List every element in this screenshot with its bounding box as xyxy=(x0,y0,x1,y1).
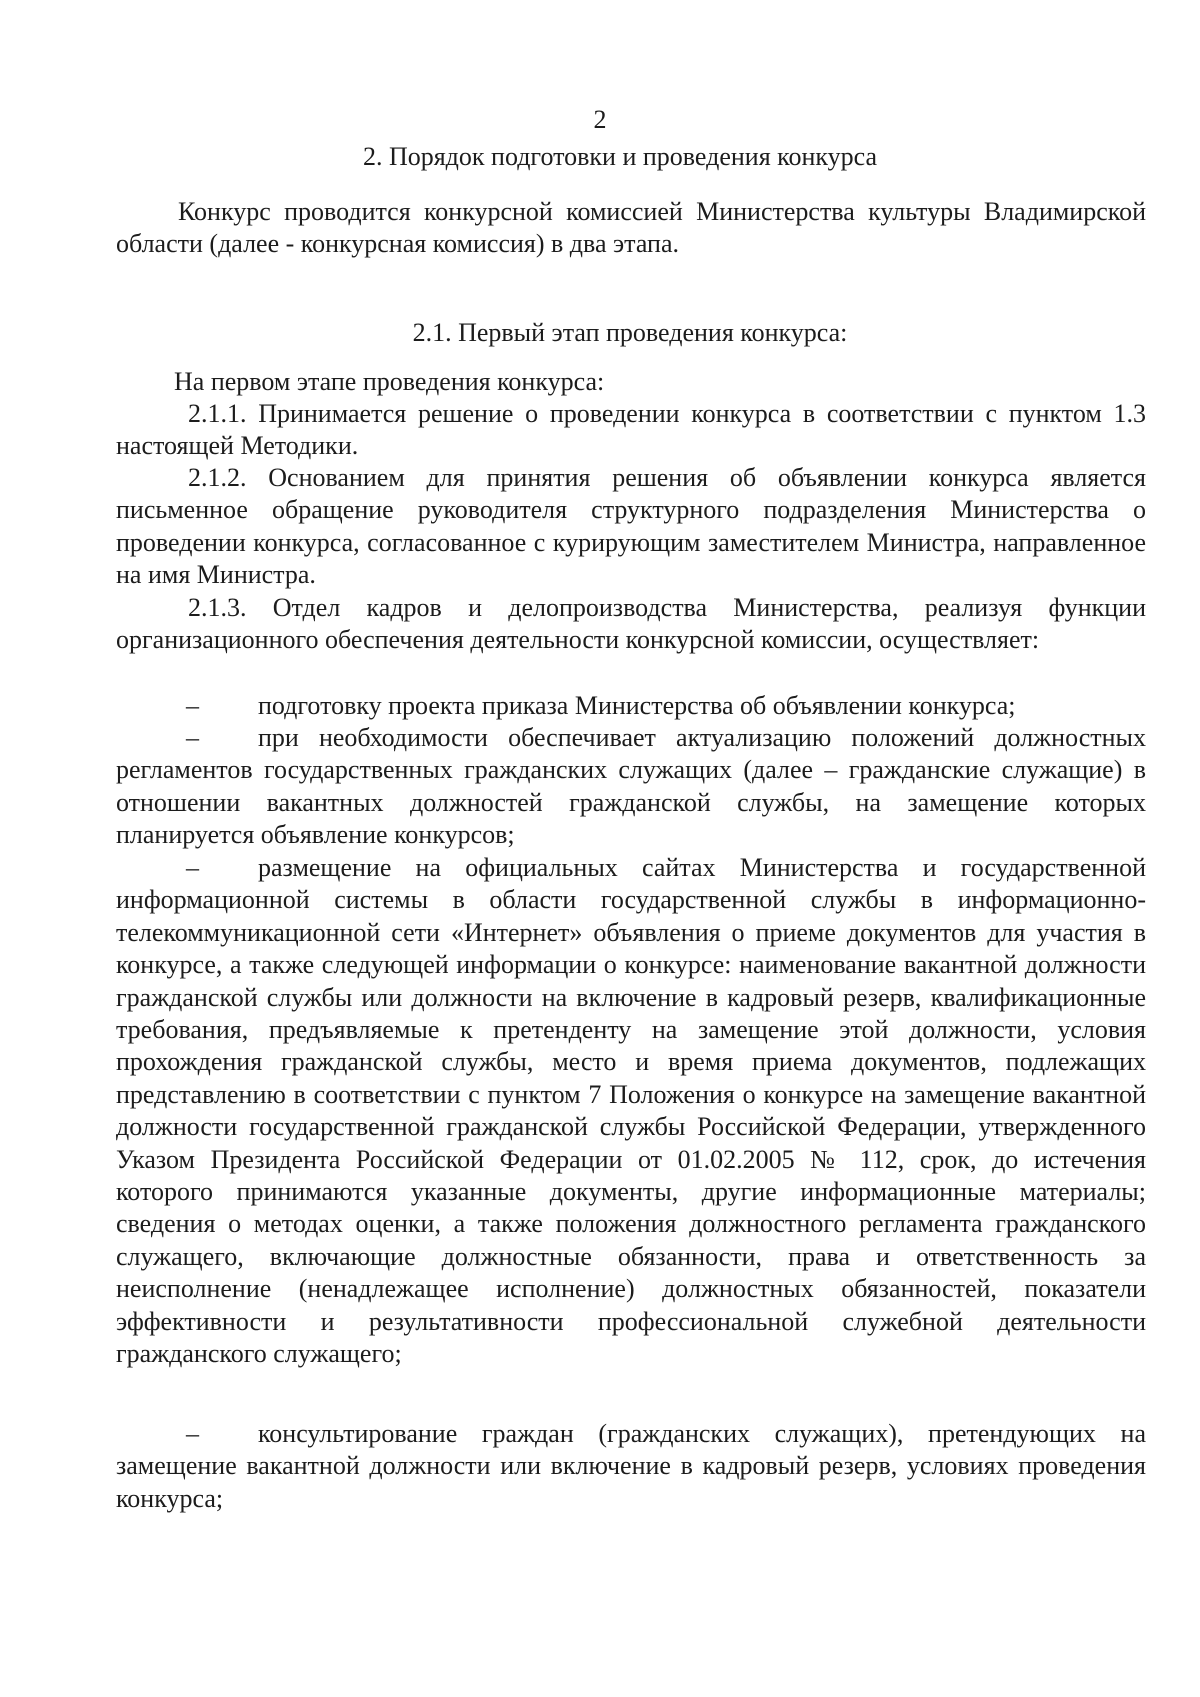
item-2-1-1: 2.1.1. Принимается решение о проведении конкурса в соответствии с пунктом 1.3 настоящей Методики. xyxy=(116,399,1146,461)
dash-marker: – xyxy=(186,723,199,752)
intro-paragraph: Конкурс проводится конкурсной комиссией Министерства культуры Владимирской области (далее - конкурсная комиссия) в два этапа. xyxy=(116,197,1146,259)
bullet-text: размещение на официальных сайтах Министерства и государственной информационной системы в области государственной службы в информационно-телекоммуникационной сети «Интернет» объявления о приеме документов для участия в конкурсе, а также следующей информации о конкурсе: наименование вакантной должности гражданской службы или должности на включение в кадровый резерв, квалификационные требования, предъявляемые к претенденту на замещение этой должности, условия прохождения гражданской службы, место и время приема документов, подлежащих представлению в соответствии с пунктом 7 Положения о конкурсе на замещение вакантной должности государственной гражданской службы Российской Федерации, утвержденного Указом Президента Российской Федерации от 01.02.2005 № 112, срок, до истечения которого принимаются указанные документы, другие информационные материалы; сведения о методах оценки, а также положения должностного регламента гражданского служащего, включающие должностные обязанности, права и ответственность за неисполнение (ненадлежащее исполнение) должностных обязанностей, показатели эффективности и результативности профессиональной служебной деятельности гражданского служащего; xyxy=(116,853,1146,1369)
bullet-item xyxy=(116,852,1146,1371)
page-number: 2 xyxy=(593,105,607,134)
bullet-text: подготовку проекта приказа Министерства об объявлении конкурса; xyxy=(258,691,1016,720)
dash-marker: – xyxy=(186,691,199,720)
bullet-text: консультирование граждан (гражданских служащих), претендующих на замещение вакантной должности или включение в кадровый резерв, условиях проведения конкурса; xyxy=(116,1419,1146,1513)
bullet-item xyxy=(116,690,1146,722)
bullet-item xyxy=(116,722,1146,852)
dash-marker: – xyxy=(186,1419,199,1448)
first-stage-lead: На первом этапе проведения конкурса: xyxy=(174,367,605,396)
section-title: 2. Порядок подготовки и проведения конкурса xyxy=(362,142,878,171)
item-2-1-3: 2.1.3. Отдел кадров и делопроизводства Министерства, реализуя функции организационного обеспечения деятельности конкурсной комиссии, осуществляет: xyxy=(116,593,1146,655)
bullet-text: при необходимости обеспечивает актуализацию положений должностных регламентов государственных гражданских служащих (далее – гражданские служащие) в отношении вакантных должностей гражданской службы, на замещение которых планируется объявление конкурсов; xyxy=(116,723,1146,850)
bullet-item xyxy=(116,1418,1146,1515)
subsection-title: 2.1. Первый этап проведения конкурса: xyxy=(412,318,848,347)
item-2-1-2: 2.1.2. Основанием для принятия решения об объявлении конкурса является письменное обращение руководителя структурного подразделения Министерства о проведении конкурса, согласованное с курирующим заместителем Министра, направленное на имя Министра. xyxy=(116,463,1146,590)
dash-marker: – xyxy=(186,853,199,882)
